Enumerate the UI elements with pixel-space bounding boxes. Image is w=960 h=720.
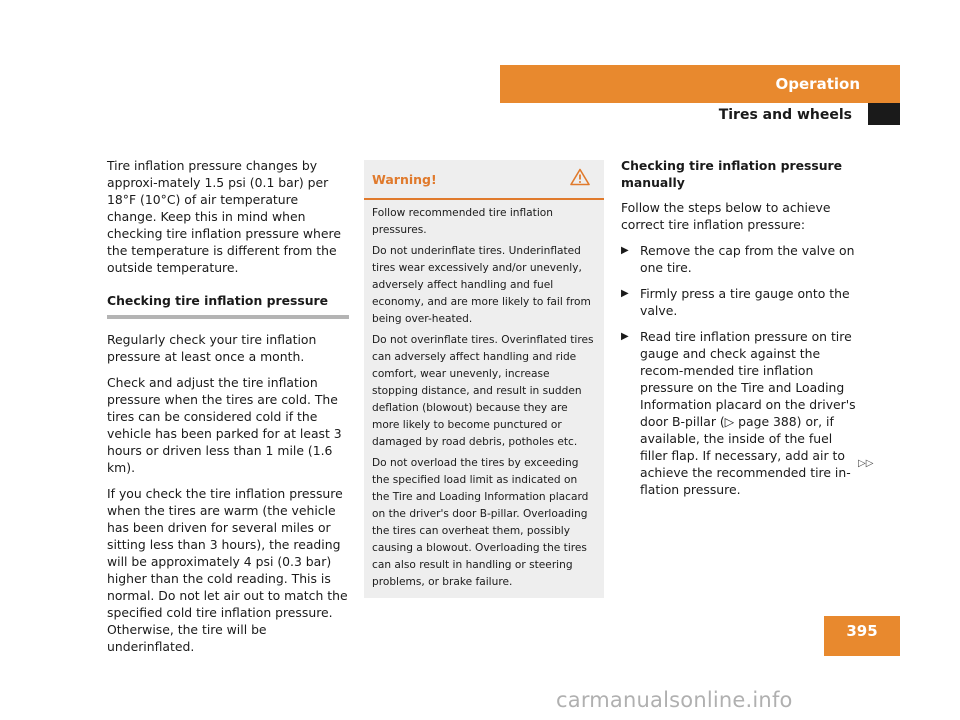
- subsection-header: [500, 103, 860, 127]
- paragraph-cold-tires: Check and adjust the tire inflation pressure when the tires are cold. The tires can be considered cold if the vehicle has been parked for at least 3 hours or driven less than 1 mile (1.6 km).: [107, 375, 342, 475]
- warning-paragraph: Do not overload the tires by exceeding the specified load limit as indicated on the Tire and Loading Information placard on the driver's door B-pillar. Overloading the tires can overheat them, possibly causing a blowout. Overloading the tires can also result in handling or steering problems, or brake failure.: [372, 457, 589, 588]
- procedure-intro: Follow the steps below to achieve correct tire inflation pressure:: [621, 200, 831, 232]
- step-text: Firmly press a tire gauge onto the valve.: [640, 286, 850, 318]
- intro-paragraph: Tire inflation pressure changes by approxi-mately 1.5 psi (0.1 bar) per 18°F (10°C) of air temperature change. Keep this in mind when checking tire inflation pressure where the temperature is different from the outside temperature.: [107, 158, 341, 275]
- bullet-arrow-icon: ▶: [621, 288, 629, 299]
- warning-triangle-icon: [570, 168, 590, 190]
- list-item: [621, 285, 861, 319]
- warning-box: [364, 160, 604, 598]
- procedure-title: Checking tire inflation pressure manually: [621, 158, 843, 190]
- bullet-arrow-icon: ▶: [621, 331, 629, 342]
- section-title: Operation: [775, 75, 860, 93]
- list-item: [621, 328, 861, 498]
- subsection-title: Tires and wheels: [718, 107, 852, 123]
- warning-paragraph: Do not overinflate tires. Overinflated tires can adversely affect handling and ride comfort, wear unevenly, increase stopping distance, and result in sudden deflation (blowout) because they are more likely to become punctured or damaged by road debris, potholes etc.: [372, 334, 594, 448]
- section-subheading: Checking tire inflation pressure: [107, 292, 349, 319]
- procedure-steps: [621, 242, 861, 498]
- warning-header: [364, 160, 604, 200]
- step-text: Remove the cap from the valve on one tire.: [640, 243, 855, 275]
- bullet-arrow-icon: ▶: [621, 245, 629, 256]
- paragraph-monthly-check: Regularly check your tire inflation pressure at least once a month.: [107, 332, 317, 364]
- page-number: [824, 616, 900, 656]
- warning-title: Warning!: [372, 171, 437, 187]
- step-text: Read tire inflation pressure on tire gauge and check against the recom-mended tire inflation pressure on the Tire and Loading Information placard on the driver's door B-pillar (▷ page 388) or, if available, the inside of the fuel filler flap. If necessary, add air to achieve the recommended tire in-flation pressure.: [640, 329, 856, 497]
- warning-paragraph: Do not underinflate tires. Underinflated tires wear excessively and/or unevenly, adversely affect handling and fuel economy, and are more likely to fail from being over-heated.: [372, 245, 591, 325]
- header-marker-block: [868, 103, 900, 125]
- warning-body: [364, 200, 604, 591]
- page-number-text: 395: [846, 622, 878, 640]
- list-item: [621, 242, 861, 276]
- continued-marker: ▷▷: [858, 458, 874, 469]
- paragraph-warm-tires: If you check the tire inflation pressure when the tires are warm (the vehicle has been driven for several miles or sitting less than 3 hours), the reading will be approximately 4 psi (0.3 bar) higher than the cold reading. This is normal. Do not let air out to match the specified cold tire inflation pressure. Otherwise, the tire will be underinflated.: [107, 486, 348, 654]
- warning-paragraph: Follow recommended tire inflation pressures.: [372, 207, 553, 236]
- right-column: [621, 157, 861, 507]
- header-band: [500, 65, 900, 103]
- left-column: [107, 157, 349, 664]
- watermark: carmanualsonline.info: [556, 688, 793, 712]
